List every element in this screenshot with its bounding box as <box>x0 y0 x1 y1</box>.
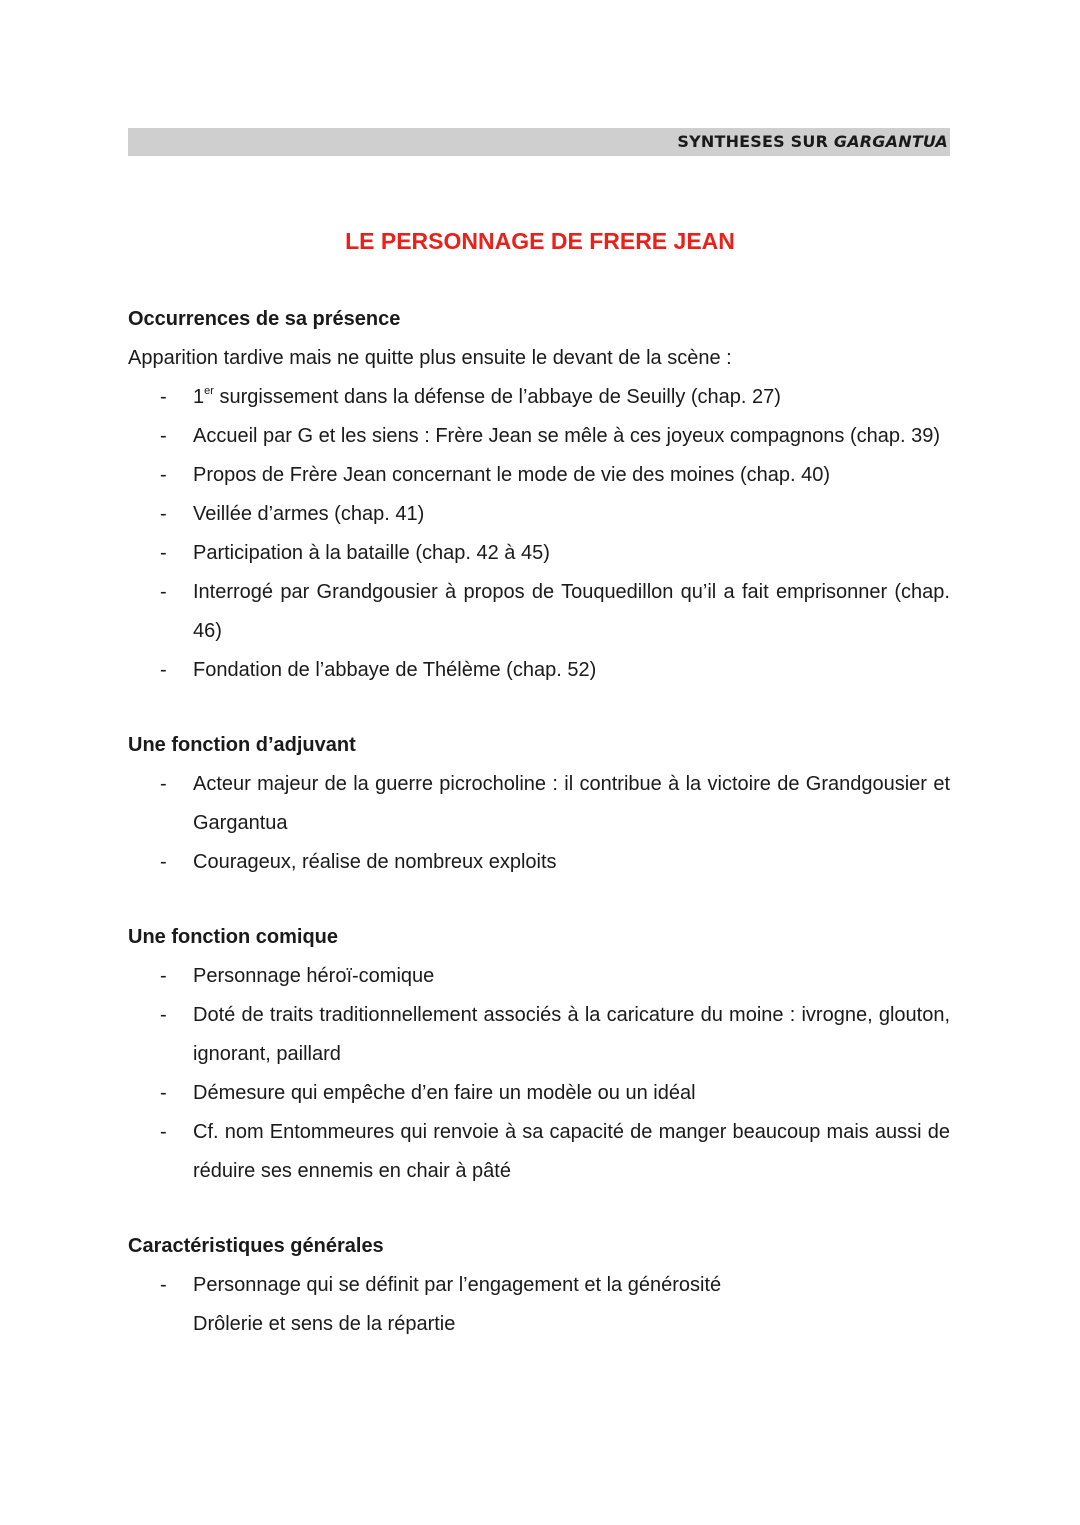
list-item: - Propos de Frère Jean concernant le mode de vie des moines (chap. 40) <box>128 456 950 495</box>
section-comique <box>128 918 950 1191</box>
header-prefix: SYNTHESES SUR <box>677 132 834 151</box>
dash-bullet: - <box>160 464 167 486</box>
dash-bullet: - <box>160 542 167 564</box>
list-item: - Veillée d’armes (chap. 41) <box>128 495 950 534</box>
dash-bullet: - <box>160 503 167 525</box>
section-caracteristiques <box>128 1227 950 1344</box>
list-item: - Démesure qui empêche d’en faire un modèle ou un idéal <box>128 1074 950 1113</box>
section-title: Caractéristiques générales <box>128 1235 384 1257</box>
bullet-list <box>128 957 950 1191</box>
list-item: Drôlerie et sens de la répartie <box>193 1313 456 1335</box>
list-item: - Accueil par G et les siens : Frère Jean se mêle à ces joyeux compagnons (chap. 39) <box>128 417 950 456</box>
bullet-list <box>128 378 950 690</box>
header-bar <box>128 128 950 156</box>
list-item: - Doté de traits traditionnellement associés à la caricature du moine : ivrogne, glouton, ignorant, paillard <box>128 996 950 1074</box>
document-body <box>128 300 950 1380</box>
list-item: - Participation à la bataille (chap. 42 à 45) <box>128 534 950 573</box>
bullet-list <box>128 1266 950 1344</box>
section-adjuvant <box>128 726 950 882</box>
section-title: Une fonction d’adjuvant <box>128 734 356 756</box>
section-title: Occurrences de sa présence <box>128 308 401 330</box>
header-title <box>677 132 948 151</box>
list-item: - Courageux, réalise de nombreux exploits <box>128 843 950 882</box>
dash-bullet: - <box>160 1121 167 1143</box>
header-book-title: GARGANTUA <box>833 132 948 151</box>
list-item: - Fondation de l’abbaye de Thélème (chap. 52) <box>128 651 950 690</box>
list-item: - Acteur majeur de la guerre picrocholine : il contribue à la victoire de Grandgousier et Gargantua <box>128 765 950 843</box>
dash-bullet: - <box>160 851 167 873</box>
list-item: - 1er surgissement dans la défense de l’abbaye de Seuilly (chap. 27) <box>128 378 950 417</box>
dash-bullet: - <box>160 1082 167 1104</box>
dash-bullet: - <box>160 659 167 681</box>
dash-bullet: - <box>160 386 167 408</box>
page-title: LE PERSONNAGE DE FRERE JEAN <box>345 228 735 254</box>
dash-bullet: - <box>160 581 167 603</box>
dash-bullet: - <box>160 965 167 987</box>
bullet-list <box>128 765 950 882</box>
list-item: - Personnage héroï-comique <box>128 957 950 996</box>
list-item: - Cf. nom Entommeures qui renvoie à sa capacité de manger beaucoup mais aussi de réduire ses ennemis en chair à pâté <box>128 1113 950 1191</box>
dash-bullet: - <box>160 1004 167 1026</box>
list-item: - Personnage qui se définit par l’engagement et la générosité <box>128 1266 950 1305</box>
section-intro: Apparition tardive mais ne quitte plus ensuite le devant de la scène : <box>128 347 732 369</box>
section-title: Une fonction comique <box>128 926 338 948</box>
list-item: - Interrogé par Grandgousier à propos de Touquedillon qu’il a fait emprisonner (chap. 46) <box>128 573 950 651</box>
dash-bullet: - <box>160 425 167 447</box>
dash-bullet: - <box>160 773 167 795</box>
dash-bullet: - <box>160 1274 167 1296</box>
section-occurrences <box>128 300 950 690</box>
